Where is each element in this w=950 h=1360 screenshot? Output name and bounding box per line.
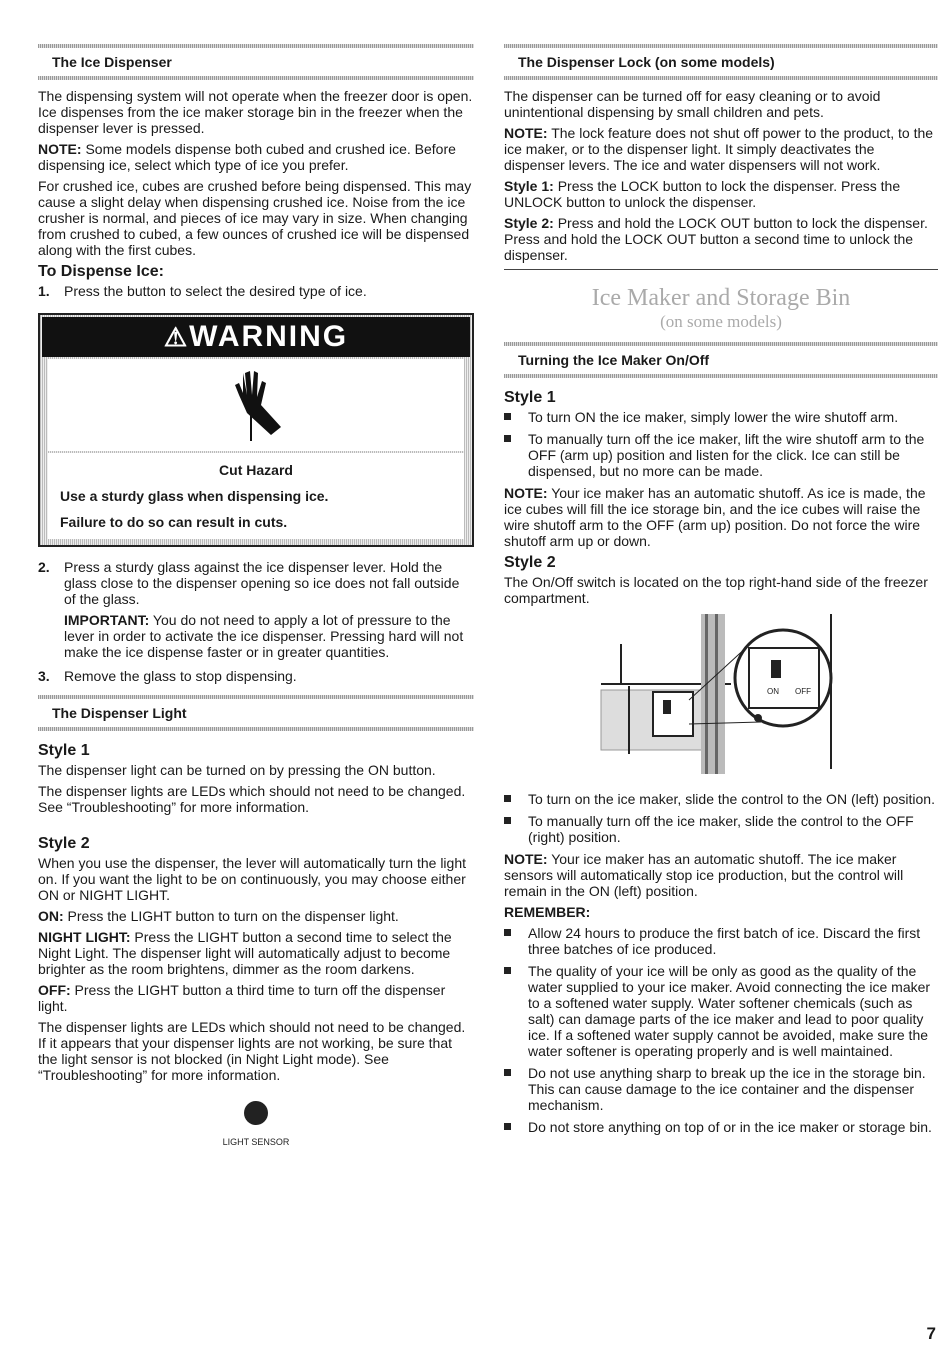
subheading-style-2: Style 2 bbox=[504, 554, 556, 571]
important-paragraph: IMPORTANT: You do not need to apply a lot of pressure to the lever in order to activate the ice dispenser. Pressing hard will not make the ice dispense faster or in greater quantities. bbox=[64, 612, 464, 660]
left-column bbox=[38, 44, 474, 1160]
list-item: To manually turn off the ice maker, lift the wire shutoff arm to the OFF (arm up) position and listen for the click. Ice can still be dispensed, but no more can be made. bbox=[504, 431, 938, 479]
paragraph: The dispensing system will not operate when the freezer door is open. Ice dispenses from the ice maker storage bin in the freezer when the dispenser lever is pressed. bbox=[38, 88, 473, 136]
section-subtitle: (on some models) bbox=[660, 312, 782, 331]
style-1-paragraph: Style 1: Press the LOCK button to lock the dispenser. Press the UNLOCK button to unlock the dispenser. bbox=[504, 178, 901, 210]
remember-heading: REMEMBER: bbox=[504, 904, 591, 920]
section-title-ice-maker: Ice Maker and Storage Bin bbox=[591, 285, 851, 311]
list-item: To turn on the ice maker, slide the control to the ON (left) position. bbox=[504, 791, 938, 807]
note-paragraph: NOTE: Your ice maker has an automatic shutoff. The ice maker sensors will automatically stop ice production, but the control will remain in the ON (left) position. bbox=[504, 851, 904, 899]
subheading-to-dispense: To Dispense Ice: bbox=[38, 263, 164, 280]
hazard-title: Cut Hazard bbox=[219, 462, 293, 478]
paragraph: When you use the dispenser, the lever will automatically turn the light on. If you want the light to be on continuously, you may choose either ON or NIGHT LIGHT. bbox=[38, 855, 467, 903]
diagram-off-label: OFF bbox=[795, 687, 811, 696]
list-item: Do not use anything sharp to break up the ice in the storage bin. This can cause damage to the ice container and the dispenser mechanism. bbox=[504, 1065, 938, 1113]
night-light-paragraph: NIGHT LIGHT: Press the LIGHT button a second time to select the Night Light. The dispenser light will automatically adjust to become brighter as the room brightens, dimmer as the room darkens. bbox=[38, 929, 452, 977]
ice-maker-switch-diagram bbox=[571, 614, 871, 774]
divider bbox=[504, 269, 938, 270]
note-paragraph: NOTE: Some models dispense both cubed and crushed ice. Before dispensing ice, select which type of ice you prefer. bbox=[38, 141, 456, 173]
light-sensor-illustration bbox=[211, 1097, 301, 1157]
list-item: Allow 24 hours to produce the first batch of ice. Discard the first three batches of ice produced. bbox=[504, 925, 938, 957]
page-number: 7 bbox=[926, 1324, 936, 1343]
section-heading-dispenser-light: The Dispenser Light bbox=[38, 695, 474, 731]
paragraph: The dispenser lights are LEDs which should not need to be changed. See “Troubleshooting” for more information. bbox=[38, 783, 466, 815]
step-3: 3. Remove the glass to stop dispensing. bbox=[38, 668, 297, 684]
light-sensor-label: LIGHT SENSOR bbox=[222, 1137, 290, 1147]
cut-hazard-icon bbox=[221, 365, 291, 445]
subheading-style-1: Style 1 bbox=[38, 742, 90, 759]
section-heading-ice-dispenser: The Ice Dispenser bbox=[38, 44, 474, 80]
warning-line: Use a sturdy glass when dispensing ice. bbox=[60, 488, 329, 504]
warning-box bbox=[38, 313, 474, 547]
right-column bbox=[504, 44, 938, 1141]
note-paragraph: NOTE: Your ice maker has an automatic shutoff. As ice is made, the ice cubes will fill the ice storage bin, and the ice cubes will raise the wire shutoff arm to the OFF (arm up) position. Do not force the wire shutoff arm up or down. bbox=[504, 485, 926, 549]
subheading-style-1: Style 1 bbox=[504, 389, 556, 406]
warning-banner: ⚠WARNING bbox=[42, 317, 470, 357]
on-paragraph: ON: Press the LIGHT button to turn on the dispenser light. bbox=[38, 908, 399, 924]
list-item: Do not store anything on top of or in the ice maker or storage bin. bbox=[504, 1119, 938, 1135]
paragraph: For crushed ice, cubes are crushed before being dispensed. This may cause a slight delay when dispensing crushed ice. Noise from the ice crusher is normal, and pieces of ice may vary in size. When changing from crushed to cubed, a few ounces of crushed ice will be dispensed along with the first cubes. bbox=[38, 178, 472, 258]
style-2-paragraph: Style 2: Press and hold the LOCK OUT button to lock the dispenser. Press and hold the LOCK OUT button a second time to unlock the dispenser. bbox=[504, 215, 928, 263]
section-heading-dispenser-lock: The Dispenser Lock (on some models) bbox=[504, 44, 938, 80]
subheading-style-2: Style 2 bbox=[38, 835, 90, 852]
paragraph: The dispenser light can be turned on by pressing the ON button. bbox=[38, 762, 436, 778]
paragraph: The dispenser can be turned off for easy cleaning or to avoid unintentional dispensing by small children and pets. bbox=[504, 88, 881, 120]
list-item: To manually turn off the ice maker, slide the control to the OFF (right) position. bbox=[504, 813, 938, 845]
diagram-on-label: ON bbox=[767, 687, 779, 696]
paragraph: The On/Off switch is located on the top right-hand side of the freezer compartment. bbox=[504, 574, 928, 606]
warning-triangle-icon: ⚠ bbox=[163, 322, 190, 352]
warning-line: Failure to do so can result in cuts. bbox=[60, 514, 288, 530]
step-1: 1. Press the button to select the desired type of ice. bbox=[38, 283, 367, 299]
note-paragraph: NOTE: The lock feature does not shut off power to the product, to the ice maker, or to the dispenser light. It simply deactivates the dispenser levers. The ice and water dispensers will not work. bbox=[504, 125, 934, 173]
paragraph: The dispenser lights are LEDs which should not need to be changed. If it appears that your dispenser lights are not working, be sure that the light sensor is not blocked (in Night Light mode). See “Troubleshooting” for more information. bbox=[38, 1019, 466, 1083]
step-2: 2. Press a sturdy glass against the ice dispenser lever. Hold the glass close to the dispenser opening so ice does not fall outside of the glass. bbox=[38, 559, 460, 607]
list-item: The quality of your ice will be only as good as the quality of the water supplied to your ice maker. Avoid connecting the ice maker to a softened water supply. Water softener chemicals (such as salt) can damage parts of the ice maker and lead to poor quality ice. If a softened water supply cannot be avoided, make sure the water softener is operating properly and is well maintained. bbox=[504, 963, 938, 1059]
off-paragraph: OFF: Press the LIGHT button a third time to turn off the dispenser light. bbox=[38, 982, 446, 1014]
section-heading-ice-maker-on-off: Turning the Ice Maker On/Off bbox=[504, 342, 938, 378]
list-item: To turn ON the ice maker, simply lower the wire shutoff arm. bbox=[504, 409, 938, 425]
